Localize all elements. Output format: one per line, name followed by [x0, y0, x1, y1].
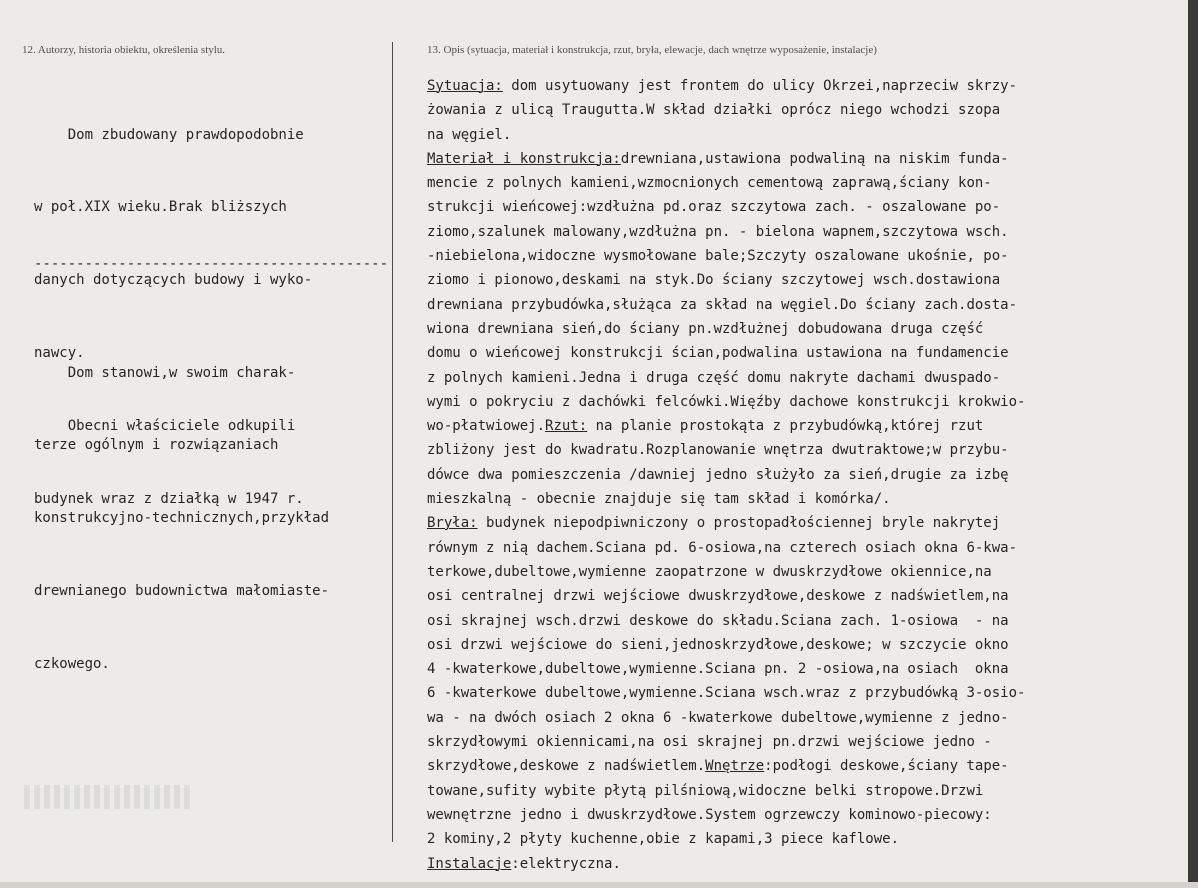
description-text-run: -niebielona,widoczne wysmołowane bale;Szczyty oszalowane ukośnie, po- [427, 248, 1009, 265]
style-line: konstrukcyjno-technicznych,przykład [34, 510, 330, 527]
description-line [427, 74, 1025, 98]
description-text-run: 2 kominy,2 płyty kuchenne,obie z kapami,3 piece kaflowe. [427, 831, 900, 848]
description-text-run: żowania z ulicą Traugutta.W skład działki oprócz niego wchodzi szopa [427, 102, 1001, 119]
history-line: nawcy. [34, 345, 85, 362]
description-line [427, 633, 1025, 657]
description-text-run: drewniana,ustawiona podwaliną na niskim funda- [620, 150, 1009, 167]
description-text-run: 4 -kwaterkowe,dubeltowe,wymienne.Sciana pn. 2 -osiowa,na osiach okna [427, 661, 1009, 678]
description-line [427, 511, 1025, 535]
description-text-run: towane,sufity wybite płytą pilśniową,widoczne belki stropowe.Drzwi [427, 782, 984, 799]
history-line: Dom zbudowany prawdopodobnie [34, 126, 304, 143]
description-line [427, 779, 1025, 803]
scan-edge-bottom [0, 882, 1198, 888]
description-text-run: strukcji wieńcowej:wzdłużna pd.oraz szczytowa zach. - oszalowane po- [427, 199, 1001, 216]
description-line [427, 803, 1025, 827]
description-text-run: dówce dwa pomieszczenia /dawniej jedno służyło za sień,drugie za izbę [427, 466, 1009, 483]
description-text-run: drewniana przybudówka,służąca za skład na węgiel.Do ściany zach.dosta- [427, 296, 1018, 313]
section-heading: Materiał i konstrukcja: [427, 150, 621, 167]
description-line [427, 98, 1025, 122]
description-text [427, 74, 1025, 876]
description-text-run: :podłogi deskowe,ściany tape- [764, 758, 1009, 775]
description-text-run: :elektryczna. [511, 855, 621, 872]
description-text-run: na węgiel. [427, 126, 512, 143]
description-line [427, 584, 1025, 608]
description-text-run: dom usytuowany jest frontem do ulicy Okrzei,naprzeciw skrzy- [502, 78, 1018, 94]
description-line [427, 681, 1025, 705]
description-text-run: na planie prostokąta z przybudówką,której rzut [587, 418, 984, 435]
description-line [427, 220, 1025, 244]
description-line [427, 195, 1025, 219]
style-line: czkowego. [34, 656, 110, 673]
description-text-run: osi skrajnej wsch.drzwi deskowe do składu.Sciana zach. 1-osiowa - na [427, 612, 1009, 629]
description-text-run: 6 -kwaterkowe dubeltowe,wymienne.Sciana wsch.wraz z przybudówką 3-osio- [427, 685, 1026, 702]
description-text-run: terkowe,dubeltowe,wymienne zaopatrzone w dwuskrzydłowe okiennice,na [427, 563, 992, 580]
description-text-run: wewnętrzne jedno i dwuskrzydłowe.System ogrzewczy kominowo-piecowy: [427, 806, 992, 823]
description-line [427, 730, 1025, 754]
section-heading: Instalacje [427, 855, 512, 872]
description-line [427, 438, 1025, 462]
section-heading: Wnętrze [705, 758, 765, 775]
scan-edge [1188, 0, 1198, 888]
description-line [427, 609, 1025, 633]
description-text-run: wiona drewniana sień,do ściany pn.wzdłużnej dobudowana druga część [427, 320, 984, 337]
faded-stamp [24, 785, 194, 809]
description-line [427, 244, 1025, 268]
description-text-run: mencie z polnych kamieni,wzmocnionych cementową zaprawą,ściany kon- [427, 175, 992, 192]
description-text-run: budynek niepodpiwniczony o prostopadłościennej bryle nakrytej [477, 515, 1001, 532]
description-text-run: osi drzwi wejściowe do sieni,jednoskrzydłowe,deskowe; w szczycie okno [427, 636, 1009, 653]
style-paragraph [34, 312, 329, 725]
description-line [427, 147, 1025, 171]
description-line [427, 852, 1025, 876]
section-heading: Sytuacja: [427, 78, 503, 94]
description-line [427, 706, 1025, 730]
description-line [427, 827, 1025, 851]
description-text-run: zbliżony jest do kwadratu.Rozplanowanie wnętrza dwutraktowe;w przybu- [427, 442, 1009, 459]
description-line [427, 123, 1025, 147]
description-line [427, 487, 1025, 511]
style-line: drewnianego budownictwa małomiaste- [34, 583, 330, 600]
history-line: danych dotyczących budowy i wyko- [34, 272, 313, 289]
style-line: terze ogólnym i rozwiązaniach [34, 437, 279, 454]
style-line: Dom stanowi,w swoim charak- [34, 364, 296, 381]
description-text-run: ziomo,szalunek malowany,wzdłużna pn. - bielona wapnem,szczytowa wsch. [427, 223, 1009, 240]
description-text-run: osi centralnej drzwi wejściowe dwuskrzydłowe,deskowe z nadświetlem,na [427, 588, 1009, 605]
description-text-run: z polnych kamieni.Jedna i druga część domu nakryte dachami dwuspado- [427, 369, 1001, 386]
column-divider [392, 42, 393, 842]
description-text-run: wo-płatwiowej. [427, 418, 546, 435]
description-line [427, 268, 1025, 292]
section-heading: Bryła: [427, 515, 478, 532]
section-12-header: 12. Autorzy, historia obiektu, określenia stylu. [22, 44, 226, 56]
section-13-header: 13. Opis (sytuacja, materiał i konstrukcja, rzut, bryła, elewacje, dach wnętrze wyposażenie, instalacje) [427, 44, 877, 56]
description-line [427, 366, 1025, 390]
description-text-run: wymi o pokryciu z dachówki felcówki.Więźby dachowe konstrukcji krokwio- [427, 393, 1026, 410]
description-text-run: równym z nią dachem.Sciana pd. 6-osiowa,na czterech osiach okna 6-kwa- [427, 539, 1018, 556]
description-line [427, 414, 1025, 438]
description-line [427, 657, 1025, 681]
description-line [427, 341, 1025, 365]
description-text-run: skrzydłowe,deskowe z nadświetlem. [427, 758, 706, 775]
description-text-run: skrzydłowymi okiennicami,na osi skrajnej pn.drzwi wejściowe jedno - [427, 734, 992, 751]
description-line [427, 536, 1025, 560]
description-text-run: mieszkalną - obecnie znajduje się tam skład i komórka/. [427, 491, 891, 508]
description-line [427, 390, 1025, 414]
description-line [427, 171, 1025, 195]
section-heading: Rzut: [545, 418, 588, 435]
description-line [427, 317, 1025, 341]
history-line: Obecni właściciele odkupili [34, 418, 296, 435]
separator-line: ------------------------------------------ [34, 256, 389, 272]
description-line [427, 560, 1025, 584]
description-line [427, 293, 1025, 317]
history-line: w poł.XIX wieku.Brak bliższych [34, 199, 287, 216]
description-text-run: wa - na dwóch osiach 2 okna 6 -kwaterkowe dubeltowe,wymienne z jedno- [427, 709, 1009, 726]
description-line [427, 463, 1025, 487]
description-line [427, 754, 1025, 778]
history-line: budynek wraz z działką w 1947 r. [34, 491, 304, 508]
description-text-run: ziomo i pionowo,deskami na styk.Do ściany szczytowej wsch.dostawiona [427, 272, 1001, 289]
description-text-run: domu o wieńcowej konstrukcji ścian,podwalina ustawiona na fundamencie [427, 345, 1009, 362]
